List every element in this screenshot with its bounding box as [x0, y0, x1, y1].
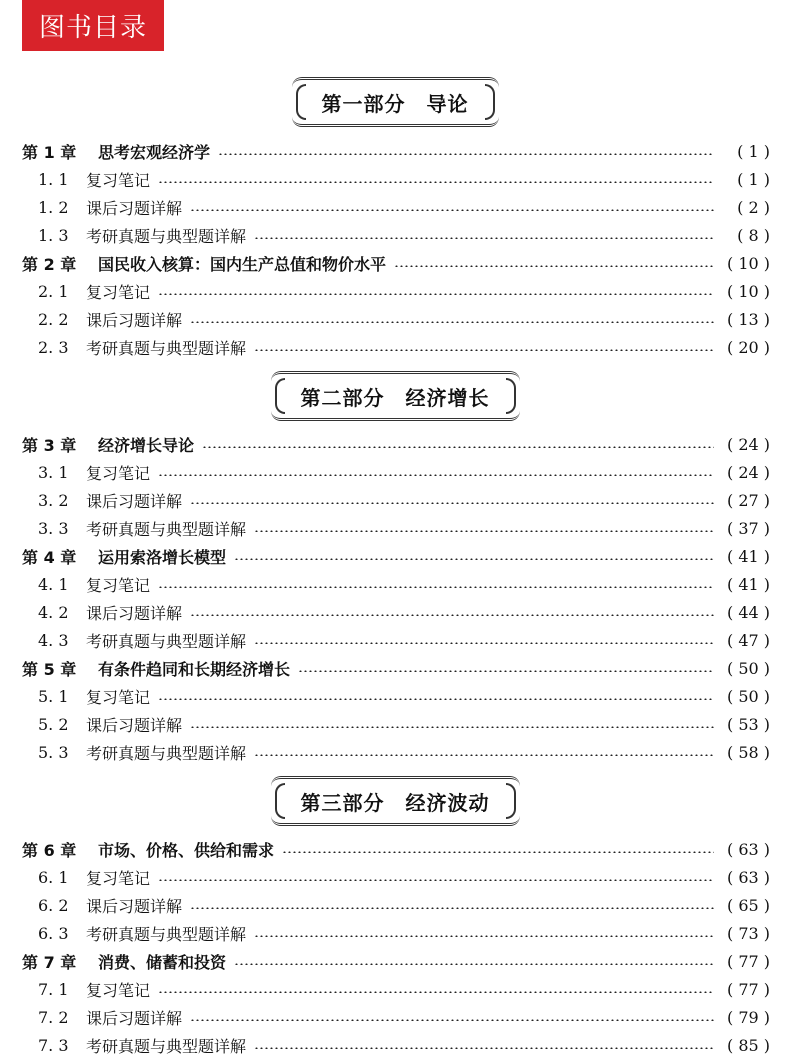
toc-chapter-5[interactable]	[22, 654, 770, 682]
section-title: 考研真题与典型题详解	[86, 226, 247, 246]
part-heading-3	[0, 776, 790, 826]
dot-leader	[282, 851, 714, 853]
page-number: ( 10 )	[726, 253, 770, 273]
section-title: 复习笔记	[86, 980, 151, 1000]
dot-leader	[190, 614, 714, 616]
toc-chapter-2[interactable]	[22, 249, 770, 277]
section-number: 4. 3	[38, 630, 69, 650]
page-number: ( 41 )	[726, 546, 770, 566]
chapter-number: 第 4 章	[22, 547, 77, 567]
page-number: ( 65 )	[726, 895, 770, 915]
section-title: 课后习题详解	[86, 310, 183, 330]
dot-leader	[254, 754, 714, 756]
section-title: 考研真题与典型题详解	[86, 338, 247, 358]
page-number: ( 37 )	[726, 518, 770, 538]
section-title: 复习笔记	[86, 687, 151, 707]
toc-section-6-1[interactable]	[38, 863, 770, 891]
section-number: 6. 3	[38, 923, 69, 943]
toc-section-1-1[interactable]	[38, 165, 770, 193]
section-title: 课后习题详解	[86, 1008, 183, 1028]
toc-section-5-1[interactable]	[38, 682, 770, 710]
page-number: ( 63 )	[726, 867, 770, 887]
page-number: ( 50 )	[726, 658, 770, 678]
dot-leader	[298, 670, 714, 672]
section-title: 课后习题详解	[86, 198, 183, 218]
dot-leader	[190, 1019, 714, 1021]
page-number: ( 10 )	[726, 281, 770, 301]
part-frame	[292, 77, 499, 127]
section-number: 4. 1	[38, 574, 69, 594]
dot-leader	[158, 586, 714, 588]
section-number: 7. 1	[38, 979, 69, 999]
section-title: 考研真题与典型题详解	[86, 743, 247, 763]
section-title: 考研真题与典型题详解	[86, 924, 247, 944]
section-number: 6. 1	[38, 867, 69, 887]
section-number: 1. 1	[38, 169, 69, 189]
dot-leader	[254, 1047, 714, 1049]
toc-chapter-6[interactable]	[22, 835, 770, 863]
page-number: ( 20 )	[726, 337, 770, 357]
section-number: 5. 2	[38, 714, 69, 734]
toc-section-5-2[interactable]	[38, 710, 770, 738]
section-number: 2. 3	[38, 337, 69, 357]
section-title: 复习笔记	[86, 463, 151, 483]
chapter-number: 第 2 章	[22, 254, 77, 274]
chapter-number: 第 1 章	[22, 142, 77, 162]
page-number: ( 24 )	[726, 462, 770, 482]
dot-leader	[254, 530, 714, 532]
chapter-number: 第 5 章	[22, 659, 77, 679]
page-number: ( 79 )	[726, 1007, 770, 1027]
dot-leader	[158, 698, 714, 700]
toc-section-3-3[interactable]	[38, 514, 770, 542]
dot-leader	[158, 474, 714, 476]
section-number: 3. 3	[38, 518, 69, 538]
chapter-title: 经济增长导论	[98, 435, 195, 455]
part-title: 第二部分 经济增长	[300, 385, 490, 410]
page-number: ( 24 )	[726, 434, 770, 454]
page-number: ( 53 )	[726, 714, 770, 734]
dot-leader	[190, 907, 714, 909]
page-number: ( 77 )	[726, 979, 770, 999]
section-title: 考研真题与典型题详解	[86, 519, 247, 539]
section-title: 考研真题与典型题详解	[86, 631, 247, 651]
chapter-title: 消费、储蓄和投资	[98, 952, 227, 972]
dot-leader	[254, 642, 714, 644]
toc-section-1-3[interactable]	[38, 221, 770, 249]
chapter-title: 有条件趋同和长期经济增长	[98, 659, 291, 679]
toc-section-6-3[interactable]	[38, 919, 770, 947]
page-number: ( 47 )	[726, 630, 770, 650]
part-heading-1	[0, 77, 790, 127]
toc-chapter-3[interactable]	[22, 430, 770, 458]
dot-leader	[190, 502, 714, 504]
page-number: ( 44 )	[726, 602, 770, 622]
section-number: 5. 3	[38, 742, 69, 762]
chapter-number: 第 7 章	[22, 952, 77, 972]
section-number: 5. 1	[38, 686, 69, 706]
toc-section-4-1[interactable]	[38, 570, 770, 598]
toc-section-4-2[interactable]	[38, 598, 770, 626]
page-number: ( 27 )	[726, 490, 770, 510]
toc-chapter-4[interactable]	[22, 542, 770, 570]
dot-leader	[190, 321, 714, 323]
section-title: 课后习题详解	[86, 491, 183, 511]
chapter-title: 国民收入核算：国内生产总值和物价水平	[98, 254, 387, 274]
section-number: 2. 1	[38, 281, 69, 301]
section-number: 3. 1	[38, 462, 69, 482]
page-number: ( 1 )	[737, 141, 770, 161]
dot-leader	[394, 265, 714, 267]
section-number: 6. 2	[38, 895, 69, 915]
section-title: 课后习题详解	[86, 603, 183, 623]
toc-chapter-1[interactable]	[22, 137, 770, 165]
section-title: 复习笔记	[86, 575, 151, 595]
page-number: ( 2 )	[737, 197, 770, 217]
dot-leader	[254, 935, 714, 937]
part-heading-2	[0, 371, 790, 421]
dot-leader	[202, 446, 714, 448]
toc-chapter-7[interactable]	[22, 947, 770, 975]
dot-leader	[158, 293, 714, 295]
dot-leader	[234, 963, 714, 965]
toc-section-5-3[interactable]	[38, 738, 770, 766]
part-title: 第三部分 经济波动	[300, 790, 490, 815]
page-number: ( 63 )	[726, 839, 770, 859]
dot-leader	[158, 991, 714, 993]
page-number: ( 8 )	[737, 225, 770, 245]
page-number: ( 73 )	[726, 923, 770, 943]
section-title: 复习笔记	[86, 868, 151, 888]
chapter-number: 第 3 章	[22, 435, 77, 455]
toc-section-1-2[interactable]	[38, 193, 770, 221]
dot-leader	[254, 237, 714, 239]
section-number: 7. 2	[38, 1007, 69, 1027]
page-number: ( 58 )	[726, 742, 770, 762]
dot-leader	[254, 349, 714, 351]
section-number: 2. 2	[38, 309, 69, 329]
page-number: ( 1 )	[737, 169, 770, 189]
page-number: ( 85 )	[726, 1035, 770, 1055]
page-number: ( 50 )	[726, 686, 770, 706]
section-title: 考研真题与典型题详解	[86, 1036, 247, 1056]
toc-section-7-1[interactable]	[38, 975, 770, 1003]
section-title: 复习笔记	[86, 170, 151, 190]
toc-section-2-3[interactable]	[38, 333, 770, 361]
section-number: 3. 2	[38, 490, 69, 510]
dot-leader	[190, 209, 714, 211]
chapter-number: 第 6 章	[22, 840, 77, 860]
chapter-title: 市场、价格、供给和需求	[98, 840, 275, 860]
toc-section-2-1[interactable]	[38, 277, 770, 305]
page-number: ( 13 )	[726, 309, 770, 329]
dot-leader	[190, 726, 714, 728]
section-number: 1. 3	[38, 225, 69, 245]
section-title: 复习笔记	[86, 282, 151, 302]
dot-leader	[218, 153, 714, 155]
toc-section-7-2[interactable]	[38, 1003, 770, 1031]
dot-leader	[158, 879, 714, 881]
toc-section-4-3[interactable]	[38, 626, 770, 654]
part-frame	[271, 776, 520, 826]
section-number: 1. 2	[38, 197, 69, 217]
part-title: 第一部分 导论	[321, 91, 469, 116]
toc-section-2-2[interactable]	[38, 305, 770, 333]
section-number: 7. 3	[38, 1035, 69, 1055]
page-number: ( 77 )	[726, 951, 770, 971]
chapter-title: 思考宏观经济学	[98, 142, 211, 162]
toc-banner: 图书目录	[22, 0, 164, 51]
part-frame	[271, 371, 520, 421]
dot-leader	[234, 558, 714, 560]
page-number: ( 41 )	[726, 574, 770, 594]
section-title: 课后习题详解	[86, 715, 183, 735]
dot-leader	[158, 181, 714, 183]
toc-section-7-3[interactable]	[38, 1031, 770, 1059]
toc-section-6-2[interactable]	[38, 891, 770, 919]
toc-section-3-1[interactable]	[38, 458, 770, 486]
section-number: 4. 2	[38, 602, 69, 622]
chapter-title: 运用索洛增长模型	[98, 547, 227, 567]
toc-section-3-2[interactable]	[38, 486, 770, 514]
section-title: 课后习题详解	[86, 896, 183, 916]
